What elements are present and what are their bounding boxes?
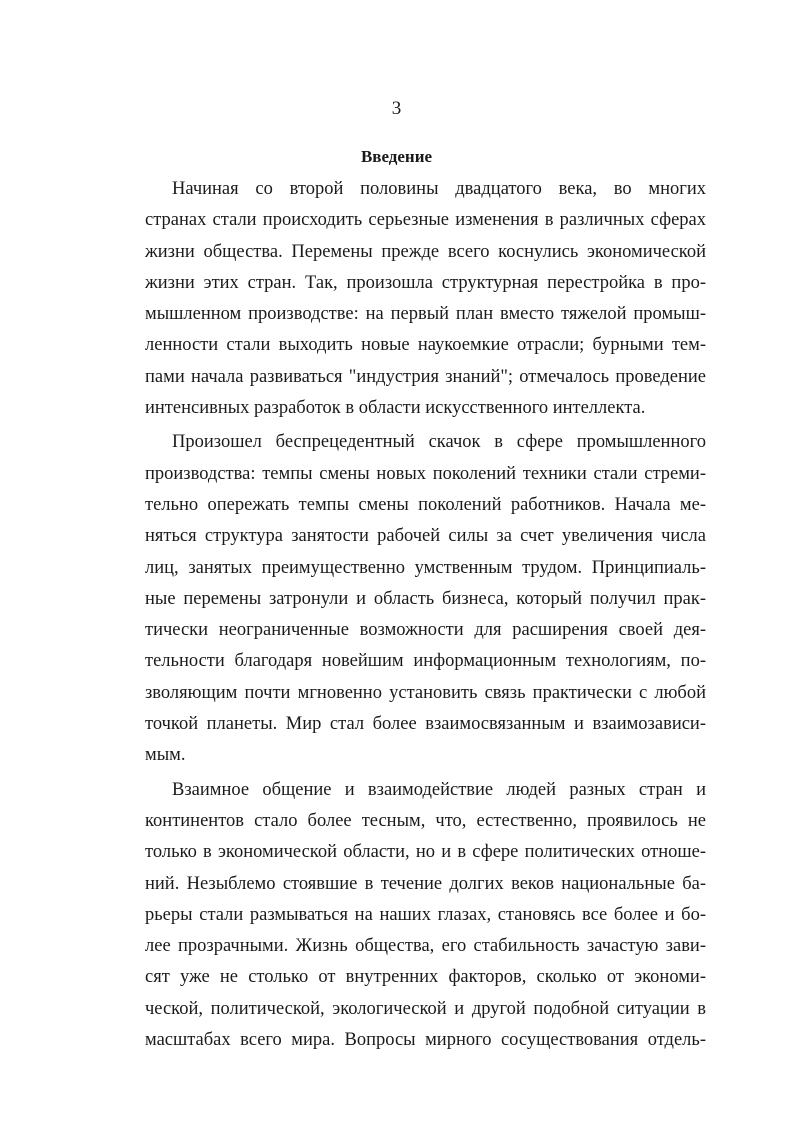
text-line: пами начала развиваться "индустрия знаний"; отмечалось проведение — [145, 366, 706, 387]
paragraph — [145, 427, 706, 771]
text-line: жизни этих стран. Так, произошла структурная перестройка в про- — [145, 272, 706, 293]
text-line: ческой, политической, экологической и другой подобной ситуации в — [145, 998, 706, 1019]
text-line: континентов стало более тесным, что, естественно, проявилось не — [145, 810, 706, 831]
text-line: ленности стали выходить новые наукоемкие отрасли; бурными тем- — [145, 335, 706, 356]
text-line: лиц, занятых преимущественно умственным трудом. Принципиаль- — [145, 557, 706, 578]
text-line: производства: темпы смены новых поколений техники стали стреми- — [145, 463, 706, 484]
text-line: ний. Незыблемо стоявшие в течение долгих веков национальные ба- — [145, 873, 706, 894]
text-line: странах стали происходить серьезные изменения в различных сферах — [145, 210, 706, 231]
text-line: рьеры стали размываться на наших глазах, становясь все более и бо- — [145, 904, 706, 925]
text-line: мым. — [145, 745, 186, 766]
text-line: точкой планеты. Мир стал более взаимосвязанным и взаимозависи- — [145, 714, 706, 735]
text-line: ные перемены затронули и область бизнеса, который получил прак- — [145, 588, 706, 609]
text-line: тельно опережать темпы смены поколений работников. Начала ме- — [145, 494, 706, 515]
text-line: Произошел беспрецедентный скачок в сфере промышленного — [172, 432, 706, 453]
paragraph — [145, 174, 706, 424]
text-line: тически неограниченные возможности для расширения своей дея- — [145, 620, 706, 641]
paragraph — [145, 775, 706, 1057]
text-line: няться структура занятости рабочей силы за счет увеличения числа — [145, 526, 706, 547]
text-line: интенсивных разработок в области искусственного интеллекта. — [145, 398, 646, 419]
text-line: тельности благодаря новейшим информационным технологиям, по- — [145, 651, 706, 672]
text-line: лее прозрачными. Жизнь общества, его стабильность зачастую зави- — [145, 936, 706, 957]
text-line: Начиная со второй половины двадцатого века, во многих — [172, 179, 706, 199]
page-number: 3 — [391, 98, 402, 119]
body-text — [145, 174, 706, 1056]
text-line: мышленном производстве: на первый план вместо тяжелой промыш- — [145, 304, 706, 325]
text-line: зволяющим почти мгновенно установить связь практически с любой — [145, 682, 706, 703]
text-line: Взаимное общение и взаимодействие людей разных стран и — [172, 779, 706, 800]
section-heading: Введение — [360, 147, 433, 166]
text-line: сят уже не столько от внутренних факторов, сколько от экономи- — [145, 967, 706, 988]
text-line: жизни общества. Перемены прежде всего коснулись экономической — [145, 241, 706, 262]
text-line: только в экономической области, но и в сфере политических отноше- — [145, 842, 706, 863]
text-line: масштабах всего мира. Вопросы мирного сосуществования отдель- — [145, 1030, 706, 1051]
